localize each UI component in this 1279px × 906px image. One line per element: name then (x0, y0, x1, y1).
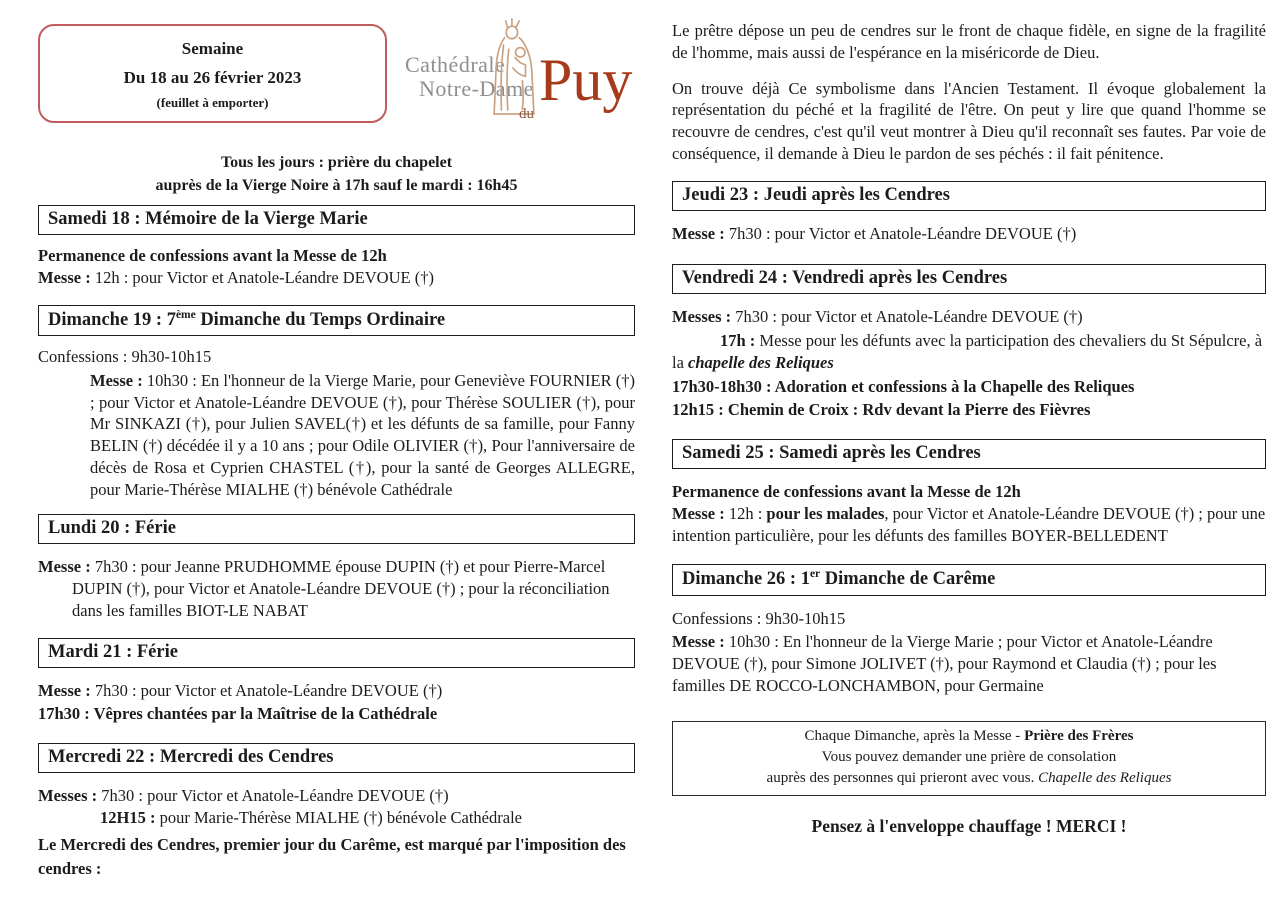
samedi18-messe-line (38, 267, 635, 289)
messe-label: Messe : (672, 223, 725, 243)
day-header-samedi-25: Samedi 25 : Samedi après les Cendres (672, 439, 1266, 469)
vendredi24-chemin-line: 12h15 : Chemin de Croix : Rdv devant la Pierre des Fièvres (672, 400, 1091, 420)
messe-label: Messe : (38, 680, 91, 700)
messe-intentions: 7h30 : pour Jeanne PRUDHOMME épouse DUPIN (†) et pour Pierre-Marcel DUPIN (†), pour Victor et Anatole-Léandre DEVOUE (†) ; pour la réconciliation dans les familles BIOT-LE NABAT (72, 557, 610, 620)
messe-intentions: 7h30 : pour Victor et Anatole-Léandre DEVOUE (†) (724, 223, 1077, 243)
day-header-vendredi-24: Vendredi 24 : Vendredi après les Cendres (672, 264, 1266, 294)
vendredi24-adoration-line: 17h30-18h30 : Adoration et confessions à la Chapelle des Reliques (672, 376, 1135, 396)
week-box (38, 24, 387, 123)
heating-envelope-footer: Pensez à l'enveloppe chauffage ! MERCI ! (811, 815, 1127, 836)
logo-word-notredame: Notre-Dame (419, 76, 534, 101)
chapel-name: chapelle des Reliques (688, 352, 834, 372)
daily-prayer-notice (38, 151, 635, 197)
mardi21-vepres-line: 17h30 : Vêpres chantées par la Maîtrise de la Cathédrale (38, 704, 438, 724)
dimanche26-messe-paragraph (672, 631, 1266, 696)
week-box-note: (feuillet à emporter) (156, 95, 269, 110)
messe-bold-intention: pour les malades (766, 503, 885, 523)
messes-label: Messes : (672, 307, 732, 327)
messe-intentions: Messe pour les défunts avec la participation des chevaliers du St Sépulcre, à la (672, 331, 1263, 372)
left-column (38, 16, 635, 881)
logo-word-puy: Puy (539, 47, 633, 113)
messe-intentions: 7h30 : pour Victor et Anatole-Léandre DEVOUE (†) (97, 786, 449, 806)
dimanche26-confessions: Confessions : 9h30-10h15 (672, 608, 846, 628)
week-box-title: Semaine (181, 39, 244, 58)
lundi20-messe-paragraph (38, 556, 635, 621)
logo-word-cathedrale: Cathédrale (405, 52, 506, 77)
vendredi24-messes-line (672, 306, 1266, 328)
logo-word-du: du (519, 106, 534, 122)
right-column (672, 20, 1266, 837)
priere-des-freres-box (672, 721, 1266, 796)
header-superscript: ème (175, 308, 196, 321)
messe-label: Messe : (90, 370, 143, 390)
priere-box-line-1 (681, 726, 1257, 747)
priere-box-line-3 (681, 768, 1257, 789)
messe-label: Messe : (672, 503, 725, 523)
mercredi22-ashes-note: Le Mercredi des Cendres, premier jour du Carême, est marqué par l'imposition des cendres : (38, 834, 626, 878)
dimanche19-confessions: Confessions : 9h30-10h15 (38, 347, 212, 367)
madonna-and-child-icon (491, 16, 537, 120)
day-header-mercredi-22: Mercredi 22 : Mercredi des Cendres (38, 743, 635, 773)
day-header-lundi-20: Lundi 20 : Férie (38, 514, 635, 544)
messe-intentions: pour Marie-Thérèse MIALHE (†) bénévole Cathédrale (155, 808, 522, 828)
messe-label: Messe : (38, 268, 91, 288)
notice-line-2: auprès de la Vierge Noire à 17h sauf le mardi : 16h45 (155, 177, 518, 195)
messe-intentions: 7h30 : pour Victor et Anatole-Léandre DEVOUE (†) (731, 307, 1083, 327)
header-text: Dimanche de Carême (820, 569, 996, 590)
messe-label: Messe : (38, 557, 91, 577)
intro-paragraph-1: Le prêtre dépose un peu de cendres sur le front de chaque fidèle, en signe de la fragilité de l'homme, mais aussi de l'espérance en la miséricorde de Dieu. (672, 21, 1266, 62)
day-header-mardi-21: Mardi 21 : Férie (38, 638, 635, 668)
cathedral-logo (403, 16, 635, 146)
priere-box-line-2: Vous pouvez demander une prière de consolation (821, 749, 1117, 765)
intro-paragraph-2: On trouve déjà Ce symbolisme dans l'Ancien Testament. Il évoque globalement la représentation du péché et la fragilité de l'être. On peut y lire que quand l'homme se recouvre de cendres, c'est qu'il veut montrer à Dieu qu'il reconnaît ses fautes. Par voie de conséquence, il demande à Dieu le pardon de ses péchés : il fait pénitence. (672, 78, 1266, 163)
header-text: Dimanche 19 : 7 (48, 310, 176, 331)
mercredi22-messes-line (38, 785, 635, 807)
priere-title: Prière des Frères (1024, 727, 1134, 744)
messe-intentions: 10h30 : En l'honneur de la Vierge Marie, pour Geneviève FOURNIER (†) ; pour Victor et Anatole-Léandre DEVOUE (†), pour Thérèse SOULIER (†), pour Mr SINKAZI (†), pour Julien SAVEL(†) et les défunts de sa famille, pour Fanny BELIN (†) décédée il y a 10 ans ; pour Odile OLIVIER (†), Pour l'anniversaire de décès de Rosa et Cyprien CHASTEL (†), pour la santé de Georges ALLEGRE, pour Marie-Thérèse MIALHE (†) bénévole Cathédrale (90, 370, 635, 499)
messe-time-label: 12H15 : (100, 808, 156, 828)
header-superscript: er (809, 568, 821, 581)
messe-intentions: 10h30 : En l'honneur de la Vierge Marie ; pour Victor et Anatole-Léandre DEVOUE (†), pour Simone JOLIVET (†), pour Raymond et Claudia (†) ; pour les familles DE ROCCO-LONCHAMBON, pour Germaine (672, 632, 1217, 695)
page-header (38, 16, 635, 146)
dimanche19-messe-paragraph (90, 370, 635, 501)
messes-label: Messes : (38, 786, 98, 806)
samedi18-permanence: Permanence de confessions avant la Messe de 12h (38, 246, 387, 266)
messe-intentions: , pour Victor et Anatole-Léandre DEVOUE (†) ; pour une intention particulière, pour les défunts des familles BOYER-BELLEDENT (672, 503, 1266, 545)
priere-text: Chaque Dimanche, après la Messe - (804, 727, 1025, 744)
messe-label: Messe : (672, 632, 725, 652)
day-header-jeudi-23: Jeudi 23 : Jeudi après les Cendres (672, 181, 1266, 211)
day-header-samedi-18: Samedi 18 : Mémoire de la Vierge Marie (38, 205, 635, 235)
messe-intentions: 7h30 : pour Victor et Anatole-Léandre DEVOUE (†) (90, 680, 443, 700)
day-header-dimanche-26 (672, 564, 1266, 595)
samedi25-messe-paragraph (672, 503, 1266, 547)
day-header-dimanche-19 (38, 305, 635, 336)
mercredi22-messe2-line (38, 807, 635, 829)
week-box-dates: Du 18 au 26 février 2023 (123, 68, 302, 87)
messe-intentions: 12h : (724, 503, 767, 523)
samedi25-permanence: Permanence de confessions avant la Messe de 12h (672, 482, 1021, 502)
header-text: Dimanche du Temps Ordinaire (195, 310, 446, 331)
header-text: Dimanche 26 : 1 (682, 569, 810, 590)
messe-time-label: 17h : (720, 331, 756, 351)
mardi21-messe-line (38, 680, 635, 702)
chapel-name: Chapelle des Reliques (1038, 770, 1172, 787)
priere-text: auprès des personnes qui prieront avec vous. (766, 770, 1039, 787)
jeudi23-messe-line (672, 223, 1266, 245)
notice-line-1: Tous les jours : prière du chapelet (220, 154, 453, 171)
messe-intentions: 12h : pour Victor et Anatole-Léandre DEVOUE (†) (90, 268, 434, 288)
vendredi24-messe17-paragraph (672, 330, 1266, 374)
